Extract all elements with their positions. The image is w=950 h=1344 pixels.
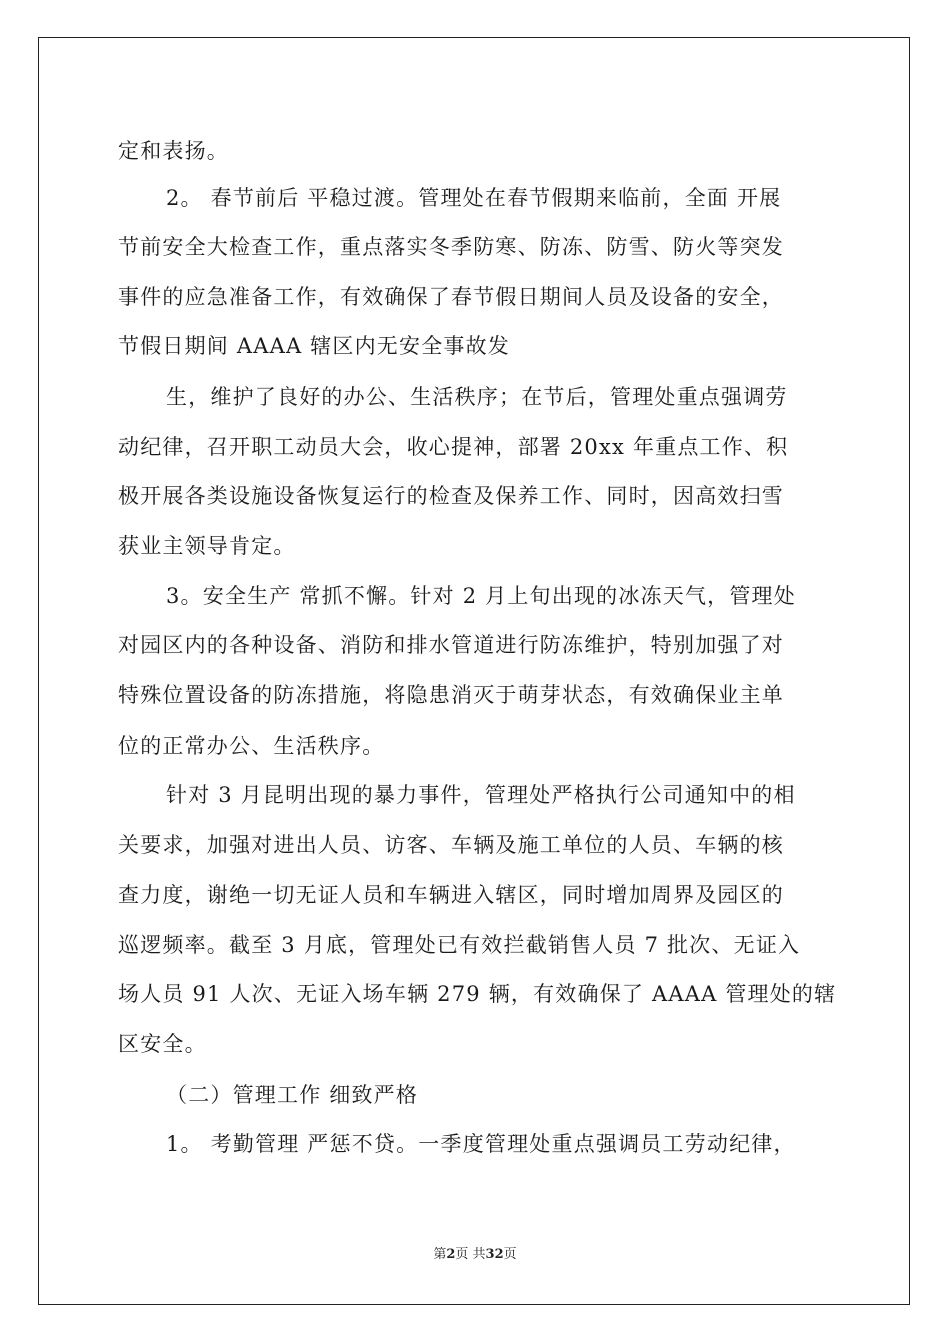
- footer-prefix: 第: [433, 1247, 447, 1262]
- paragraph-line: 对园区内的各种设备、消防和排水管道进行防冻维护，特别加强了对: [118, 633, 784, 657]
- footer-mid: 页 共: [455, 1247, 486, 1262]
- paragraph-line: 极开展各类设施设备恢复运行的检查及保养工作、同时，因高效扫雪: [118, 484, 784, 508]
- paragraph-line: 2。 春节前后 平稳过渡。管理处在春节假期来临前，全面 开展: [166, 186, 782, 210]
- paragraph-line: 定和表扬。: [118, 139, 229, 163]
- page-border: [38, 37, 910, 1305]
- paragraph-line: 场人员 91 人次、无证入场车辆 279 辆，有效确保了 AAAA 管理处的辖: [118, 982, 837, 1006]
- page-footer: [0, 1246, 950, 1264]
- paragraph-line: 特殊位置设备的防冻措施，将隐患消灭于萌芽状态，有效确保业主单: [118, 683, 784, 707]
- paragraph-line: 区安全。: [118, 1032, 207, 1056]
- paragraph-line: 动纪律，召开职工动员大会，收心提神，部署 20xx 年重点工作、积: [118, 435, 789, 459]
- paragraph-line: 位的正常办公、生活秩序。: [118, 734, 385, 758]
- paragraph-line: 获业主领导肯定。: [118, 534, 296, 558]
- paragraph-line: 3。安全生产 常抓不懈。针对 2 月上旬出现的冰冻天气，管理处: [166, 584, 796, 608]
- footer-suffix: 页: [503, 1247, 517, 1262]
- paragraph-line: 节前安全大检查工作，重点落实冬季防寒、防冻、防雪、防火等突发: [118, 235, 784, 259]
- paragraph-line: 巡逻频率。截至 3 月底，管理处已有效拦截销售人员 7 批次、无证入: [118, 933, 801, 957]
- section-heading: （二）管理工作 细致严格: [166, 1083, 419, 1107]
- paragraph-line: 查力度，谢绝一切无证人员和车辆进入辖区，同时增加周界及园区的: [118, 883, 784, 907]
- current-page-number: 2: [446, 1247, 456, 1262]
- paragraph-line: 生，维护了良好的办公、生活秩序；在节后，管理处重点强调劳: [166, 385, 788, 409]
- paragraph-line: 1。 考勤管理 严惩不贷。一季度管理处重点强调员工劳动纪律，: [166, 1132, 796, 1156]
- total-page-count: 32: [485, 1247, 504, 1262]
- paragraph-line: 关要求，加强对进出人员、访客、车辆及施工单位的人员、车辆的核: [118, 833, 784, 857]
- paragraph-line: 事件的应急准备工作，有效确保了春节假日期间人员及设备的安全，: [118, 285, 784, 309]
- paragraph-line: 节假日期间 AAAA 辖区内无安全事故发: [118, 334, 511, 358]
- paragraph-line: 针对 3 月昆明出现的暴力事件，管理处严格执行公司通知中的相: [166, 783, 796, 807]
